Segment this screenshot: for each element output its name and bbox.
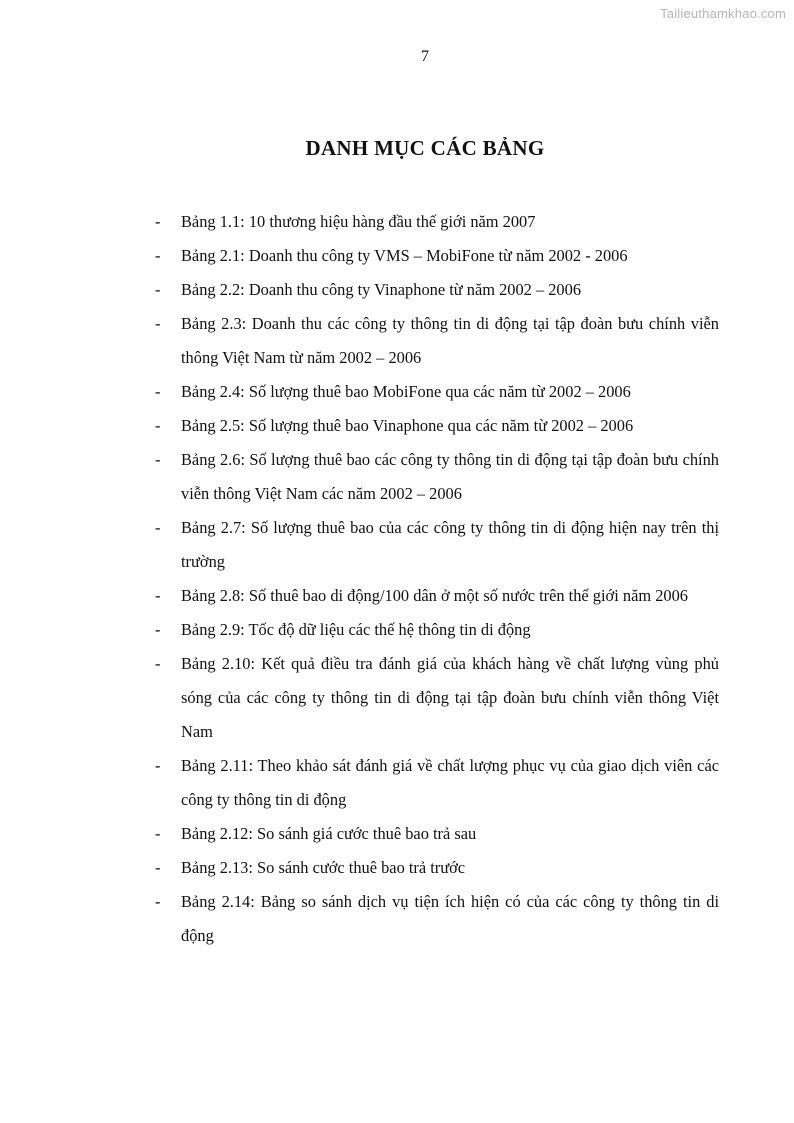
list-item: [155, 409, 719, 443]
list-item: [155, 749, 719, 817]
list-item-text: Bảng 2.13: So sánh cước thuê bao trả trước: [181, 858, 466, 877]
list-bullet: -: [155, 314, 161, 333]
list-item-text: Bảng 2.2: Doanh thu công ty Vinaphone từ năm 2002 – 2006: [181, 280, 582, 299]
list-bullet: -: [155, 654, 161, 673]
list-bullet: -: [155, 246, 161, 265]
list-bullet: -: [155, 620, 161, 639]
list-item: [155, 885, 719, 953]
list-bullet: -: [155, 450, 161, 469]
list-item-text: Bảng 2.7: Số lượng thuê bao của các công ty thông tin di động hiện nay trên thị trường: [181, 518, 719, 571]
list-item: [155, 511, 719, 579]
list-item: [155, 647, 719, 749]
list-item: [155, 239, 719, 273]
list-bullet: -: [155, 892, 161, 911]
table-list: [155, 205, 719, 953]
list-bullet: -: [155, 280, 161, 299]
list-item-text: Bảng 1.1: 10 thương hiệu hàng đầu thế giới năm 2007: [181, 212, 536, 231]
watermark: Tailieuthamkhao.com: [660, 6, 786, 21]
list-item-text: Bảng 2.12: So sánh giá cước thuê bao trả sau: [181, 824, 477, 843]
list-item-text: Bảng 2.10: Kết quả điều tra đánh giá của khách hàng về chất lượng vùng phủ sóng của các công ty thông tin di động tại tập đoàn bưu chính viễn thông Việt Nam: [181, 654, 719, 741]
list-bullet: -: [155, 824, 161, 843]
list-item: [155, 579, 719, 613]
list-bullet: -: [155, 586, 161, 605]
list-item: [155, 613, 719, 647]
list-item-text: Bảng 2.4: Số lượng thuê bao MobiFone qua các năm từ 2002 – 2006: [181, 382, 631, 401]
list-item-text: Bảng 2.6: Số lượng thuê bao các công ty thông tin di động tại tập đoàn bưu chính viễn thông Việt Nam các năm 2002 – 2006: [181, 450, 719, 503]
page-number: 7: [421, 48, 429, 65]
list-bullet: -: [155, 416, 161, 435]
list-item: [155, 851, 719, 885]
list-bullet: -: [155, 858, 161, 877]
list-item-text: Bảng 2.3: Doanh thu các công ty thông tin di động tại tập đoàn bưu chính viễn thông Việt Nam từ năm 2002 – 2006: [181, 314, 719, 367]
list-bullet: -: [155, 756, 161, 775]
list-item-text: Bảng 2.8: Số thuê bao di động/100 dân ở một số nước trên thế giới năm 2006: [181, 586, 688, 605]
list-item: [155, 205, 719, 239]
list-item: [155, 443, 719, 511]
list-bullet: -: [155, 382, 161, 401]
list-item: [155, 307, 719, 375]
list-item-text: Bảng 2.9: Tốc độ dữ liệu các thế hệ thông tin di động: [181, 620, 531, 639]
list-item: [155, 817, 719, 851]
list-item: [155, 375, 719, 409]
list-item-text: Bảng 2.11: Theo khảo sát đánh giá về chất lượng phục vụ của giao dịch viên các công ty thông tin di động: [181, 756, 719, 809]
list-bullet: -: [155, 212, 161, 231]
page-title: DANH MỤC CÁC BẢNG: [305, 136, 545, 160]
list-item: [155, 273, 719, 307]
list-bullet: -: [155, 518, 161, 537]
list-item-text: Bảng 2.1: Doanh thu công ty VMS – MobiFone từ năm 2002 - 2006: [181, 246, 628, 265]
list-item-text: Bảng 2.14: Bảng so sánh dịch vụ tiện ích hiện có của các công ty thông tin di động: [181, 892, 719, 945]
list-item-text: Bảng 2.5: Số lượng thuê bao Vinaphone qua các năm từ 2002 – 2006: [181, 416, 634, 435]
